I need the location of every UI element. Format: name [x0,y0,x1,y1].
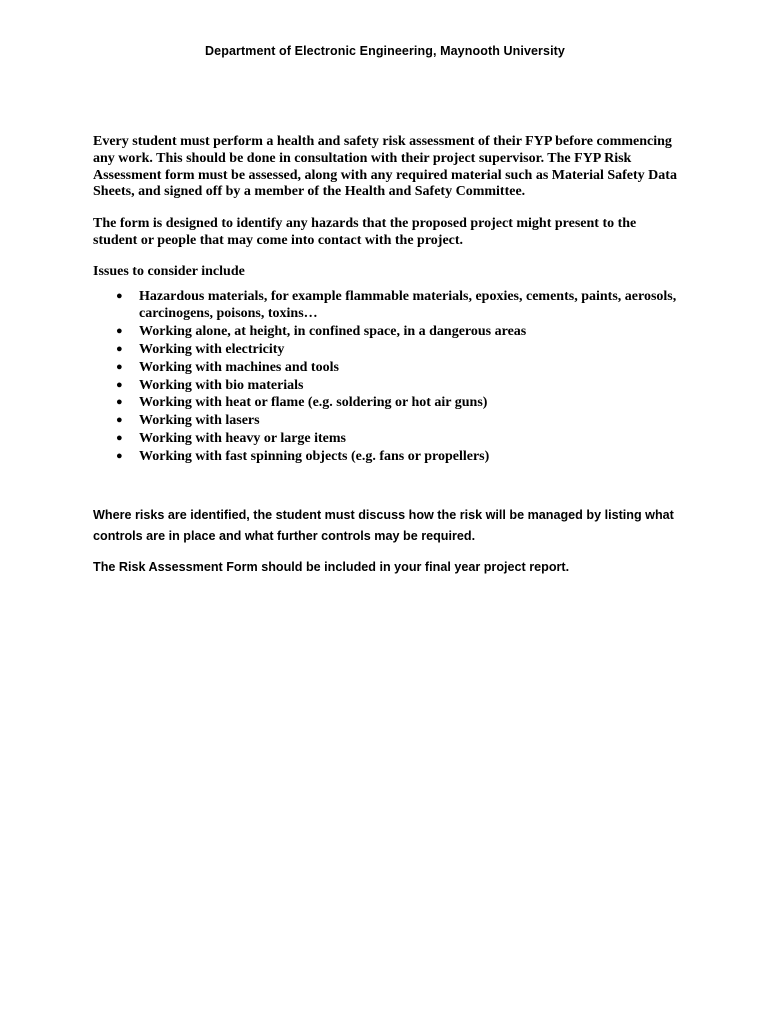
bullet-icon: ● [116,378,123,391]
bullet-icon: ● [116,325,123,338]
list-item [93,394,683,412]
list-item-text: Working with machines and tools [139,359,339,375]
list-item [93,412,683,430]
closing-section [93,505,693,578]
bullet-icon: ● [116,342,123,355]
bullet-icon: ● [116,449,123,462]
list-item [93,288,683,324]
list-item-text: Working with fast spinning objects (e.g. fans or propellers) [139,448,490,464]
list-item-text: Working with bio materials [139,377,304,393]
report-inclusion-paragraph: The Risk Assessment Form should be included in your final year project report. [93,560,570,574]
list-item-text: Working alone, at height, in confined space, in a dangerous areas [139,324,527,340]
bullet-icon: ● [116,396,123,409]
page-header: Department of Electronic Engineering, Maynooth University [205,44,565,58]
bullet-icon: ● [116,431,123,444]
list-item [93,430,683,448]
intro-paragraph: Every student must perform a health and safety risk assessment of their FYP before commencing any work. This should be done in consultation with their project supervisor. The FYP Risk Assessment form must be assessed, along with any required material such as Material Safety Data Sheets, and signed off by a member of the Health and Safety Committee. [93,134,677,200]
risk-controls-paragraph: Where risks are identified, the student must discuss how the risk will be managed by listing what controls are in place and what further controls may be required. [93,508,674,543]
bullet-icon: ● [116,289,123,302]
bullet-icon: ● [116,360,123,373]
list-item-text: Working with lasers [139,413,260,429]
list-item [93,341,683,359]
list-item-text: Working with heavy or large items [139,430,347,446]
document-body [93,134,683,466]
form-purpose-paragraph: The form is designed to identify any hazards that the proposed project might present to the student or people that may come into contact with the project. [93,216,637,248]
bullet-icon: ● [116,414,123,427]
list-item [93,448,683,466]
issues-list [93,288,683,466]
list-item-text: Hazardous materials, for example flammable materials, epoxies, cements, paints, aerosols, carcinogens, poisons, toxins… [139,288,677,322]
issues-heading: Issues to consider include [93,263,245,279]
list-item-text: Working with electricity [139,341,285,357]
list-item [93,359,683,377]
list-item [93,377,683,395]
list-item-text: Working with heat or flame (e.g. soldering or hot air guns) [139,395,488,411]
list-item [93,323,683,341]
